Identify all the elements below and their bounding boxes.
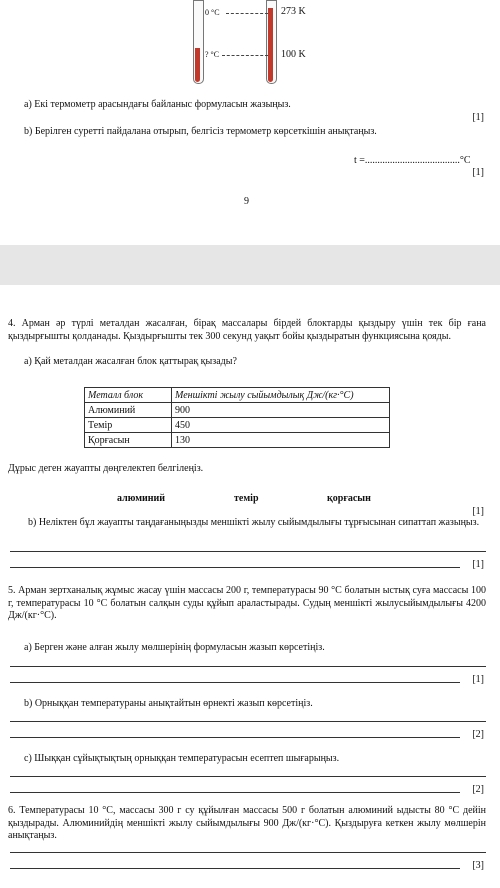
specific-heat-table [84,387,390,448]
answer-line[interactable] [10,852,486,853]
q6-mark: [3] [472,860,484,871]
table-row [85,418,390,433]
page-number: 9 [244,196,249,207]
answer-line: t =......................................°C [354,155,471,166]
mark-a: [1] [472,112,484,123]
q5-sub-a: a) Берген және алған жылу мөлшерінің формуласын жазып көрсетіңіз. [24,642,325,653]
q4-sub-b: b) Неліктен бұл жауапты таңдағаныңызды меншікті жылу сыйымдылығы тұрғысынан сипаттап жазыңыз. [28,517,480,528]
q4-instruction: Дұрыс деген жауапты дөңгелектеп белгілеңіз. [8,463,204,474]
table-header-cell: Металл блок [85,388,172,403]
option-iron[interactable]: темір [234,493,259,504]
table-row [85,433,390,448]
table-cell: 900 [172,403,390,418]
page-1 [0,0,500,245]
answer-line[interactable] [10,776,486,777]
thermometer-left-mercury [195,48,200,82]
question-b: b) Берілген суретті пайдалана отырып, белгісіз термометр көрсеткішін анықтаңыз. [24,126,377,137]
table-cell: Темір [85,418,172,433]
question-a: a) Екі термометр арасындағы байланыс формуласын жазыңыз. [24,99,291,110]
option-aluminium[interactable]: алюминий [117,493,166,504]
q4-text: 4. Арман әр түрлі металдан жасалған, бірақ массалары бірдей блоктарды қыздыру үшін тек бір ғана қыздырғышты қолданады. Қыздырғышты тек 300 секунд уақыт бойы қыздыратын функциясына қояды. [8,318,486,342]
label-0c: 0 °C [205,8,220,17]
table-header-cell: Меншікті жылу сыйымдылық Дж/(кг·°С) [172,388,390,403]
answer-line[interactable] [10,868,460,869]
page-gap [0,245,500,285]
q5-mark-b: [2] [472,729,484,740]
table-row [85,403,390,418]
answer-line[interactable] [10,551,486,552]
table-cell: Алюминий [85,403,172,418]
mark-b: [1] [472,167,484,178]
page-2 [0,285,500,888]
q4-mark-b: [1] [472,559,484,570]
table-cell: 450 [172,418,390,433]
answer-line[interactable] [10,721,486,722]
answer-line[interactable] [10,737,460,738]
label-unknown-c: ? °C [205,50,220,59]
option-lead[interactable]: қорғасын [327,493,371,504]
table-cell: Қорғасын [85,433,172,448]
answer-line[interactable] [10,666,486,667]
answer-line[interactable] [10,682,460,683]
q5-sub-c: c) Шыққан сұйықтықтың орныққан температурасын есептеп шығарыңыз. [24,753,340,764]
q5-mark-c: [2] [472,784,484,795]
label-100k: 100 K [281,49,306,60]
answer-line[interactable] [10,567,460,568]
q5-mark-a: [1] [472,674,484,685]
table-header [85,388,390,403]
table-cell: 130 [172,433,390,448]
thermometer-right-mercury [268,8,273,82]
q5-text: 5. Арман зертханалық жұмыс жасау үшін массасы 200 г, температурасы 90 °С болатын ыстық суға массасы 100 г, температурасы 10 °С болатын салқын суды құйып араластырады. Судың меншікті жылусыйымдылығы 4200 Дж/(кг·°С). [8,585,486,621]
q4-sub-a: а) Қай металдан жасалған блок қаттырақ қызады? [24,356,237,367]
q4-mark-a: [1] [472,506,484,517]
label-273k: 273 K [281,6,306,17]
q6-text: 6. Температурасы 10 °С, массасы 300 г су құйылған массасы 500 г болатын алюминий ыдысты 80 °С дейін қыздырады. Алюминийдің меншікті жылу сыйымдылығы 900 Дж/(кг·°С). Қыздыруға кеткен жылу мөлшерін анықтаңыз. [8,805,486,841]
answer-line[interactable] [10,792,460,793]
q5-sub-b: b) Орныққан температураны анықтайтын өрнекті жазып көрсетіңіз. [24,698,313,709]
